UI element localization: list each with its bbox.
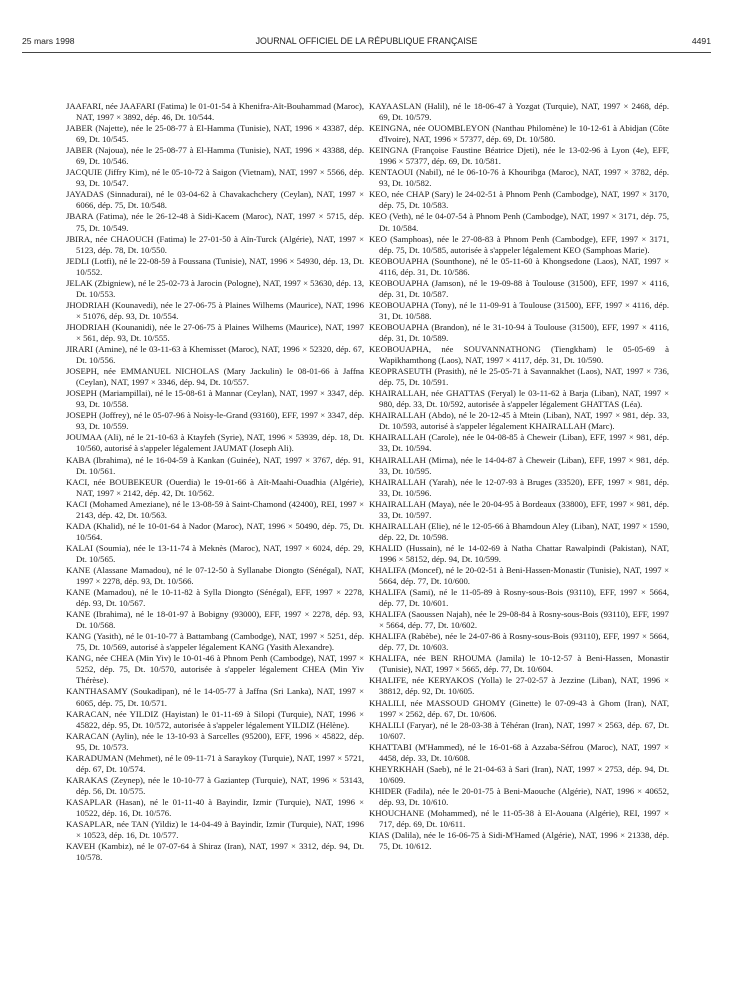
header-rule xyxy=(22,52,711,53)
naturalization-entry: KADA (Khalid), né le 10-01-64 à Nador (Maroc), NAT, 1996 × 50490, dép. 75, Dt. 10/564. xyxy=(66,520,364,542)
naturalization-entry: KEO (Veth), né le 04-07-54 à Phnom Penh (Cambodge), NAT, 1997 × 3171, dép. 75, Dt. 10/584. xyxy=(369,211,669,233)
naturalization-entry: KEOBOUAPHA (Brandon), né le 31-10-94 à Toulouse (31500), EFF, 1997 × 4116, dép. 31, Dt. 10/589. xyxy=(369,321,669,343)
naturalization-entry: KHIDER (Fadila), née le 20-01-75 à Beni-Maouche (Algérie), NAT, 1996 × 40652, dép. 93, Dt. 10/610. xyxy=(369,785,669,807)
naturalization-entry: KEOBOUAPHA (Tony), né le 11-09-91 à Toulouse (31500), EFF, 1997 × 4116, dép. 31, Dt. 10/588. xyxy=(369,299,669,321)
naturalization-entry: JAAFARI, née JAAFARI (Fatima) le 01-01-54 à Khenifra-Aït-Bouhammad (Maroc), NAT, 1997 × 3892, dép. 46, Dt. 10/544. xyxy=(66,101,364,123)
page-number: 4491 xyxy=(691,36,711,46)
naturalization-entry: KHAIRALLAH (Yarah), née le 12-07-93 à Bruges (33520), EFF, 1997 × 981, dép. 33, Dt. 10/596. xyxy=(369,476,669,498)
naturalization-entry: KANTHASAMY (Soukadipan), né le 14-05-77 à Jaffna (Sri Lanka), NAT, 1997 × 6065, dép. 75, Dt. 10/571. xyxy=(66,686,364,708)
naturalization-entry: KANE (Ibrahima), né le 18-01-97 à Bobigny (93000), EFF, 1997 × 2278, dép. 93, Dt. 10/568. xyxy=(66,609,364,631)
naturalization-entry: JELAK (Zbigniew), né le 25-02-73 à Jarocin (Pologne), NAT, 1997 × 53630, dép. 13, Dt. 10/553. xyxy=(66,277,364,299)
naturalization-entry: KACI, née BOUBEKEUR (Ouerdia) le 19-01-66 à Aït-Maahi-Ouadhia (Algérie), NAT, 1997 × 2142, dép. 42, Dt. 10/562. xyxy=(66,476,364,498)
naturalization-entry: KEO (Samphoas), née le 27-08-83 à Phnom Penh (Cambodge), EFF, 1997 × 3171, dép. 75, Dt. 10/585, autorisée à s'appeler légalement KEO (Samphoas Marie). xyxy=(369,233,669,255)
naturalization-entry: KHEYRKHAH (Saeb), né le 21-04-63 à Sari (Iran), NAT, 1997 × 2753, dép. 94, Dt. 10/609. xyxy=(369,763,669,785)
naturalization-entry: KASAPLAR, née TAN (Yildiz) le 14-04-49 à Bayindir, Izmir (Turquie), NAT, 1996 × 10523, dép. 16, Dt. 10/577. xyxy=(66,819,364,841)
naturalization-entry: KEINGNA (Françoise Faustine Béatrice Djeti), née le 13-02-96 à Lyon (4e), EFF, 1996 × 57377, dép. 69, Dt. 10/581. xyxy=(369,145,669,167)
naturalization-entry: KHAIRALLAH (Abdo), né le 20-12-45 à Mtein (Liban), NAT, 1997 × 981, dép. 33, Dt. 10/593, autorisé à s'appeler légalement KHAIRALLAH (Marc). xyxy=(369,410,669,432)
naturalization-entry: JOUMAA (Ali), né le 21-10-63 à Ktayfeh (Syrie), NAT, 1996 × 53939, dép. 18, Dt. 10/560, autorisé à s'appeler légalement JAUMAT (Joseph Ali). xyxy=(66,432,364,454)
naturalization-entry: KHALIFA (Sami), né le 11-05-89 à Rosny-sous-Bois (93110), EFF, 1997 × 5664, dép. 77, Dt. 10/601. xyxy=(369,587,669,609)
right-column xyxy=(369,101,669,852)
naturalization-entry: KHALILI, née MASSOUD GHOMY (Ginette) le 07-09-43 à Ghom (Iran), NAT, 1997 × 2562, dép. 67, Dt. 10/606. xyxy=(369,697,669,719)
naturalization-entry: KEO, née CHAP (Sary) le 24-02-51 à Phnom Penh (Cambodge), NAT, 1997 × 3170, dép. 75, Dt. 10/583. xyxy=(369,189,669,211)
naturalization-entry: KARADUMAN (Mehmet), né le 09-11-71 à Saraykoy (Turquie), NAT, 1997 × 5721, dép. 67, Dt. 10/574. xyxy=(66,752,364,774)
naturalization-entry: KARAKAS (Zeynep), née le 10-10-77 à Gaziantep (Turquie), NAT, 1996 × 53143, dép. 56, Dt. 10/575. xyxy=(66,774,364,796)
left-column xyxy=(66,101,364,863)
naturalization-entry: KIAS (Dalila), née le 16-06-75 à Sidi-M'Hamed (Algérie), NAT, 1996 × 21338, dép. 75, Dt. 10/612. xyxy=(369,830,669,852)
naturalization-entry: KHATTABI (M'Hammed), né le 16-01-68 à Azzaba-Séfrou (Maroc), NAT, 1997 × 4458, dép. 33, Dt. 10/608. xyxy=(369,741,669,763)
naturalization-entry: KANE (Mamadou), né le 10-11-82 à Sylla Diongto (Sénégal), EFF, 1997 × 2278, dép. 93, Dt. 10/567. xyxy=(66,587,364,609)
naturalization-entry: KENTAOUI (Nabil), né le 06-10-76 à Khouribga (Maroc), NAT, 1997 × 3782, dép. 93, Dt. 10/582. xyxy=(369,167,669,189)
naturalization-entry: KAYAASLAN (Halil), né le 18-06-47 à Yozgat (Turquie), NAT, 1997 × 2468, dép. 69, Dt. 10/579. xyxy=(369,101,669,123)
naturalization-entry: KEOBOUAPHA (Jamson), né le 19-09-88 à Toulouse (31500), EFF, 1997 × 4116, dép. 31, Dt. 10/587. xyxy=(369,277,669,299)
journal-title: JOURNAL OFFICIEL DE LA RÉPUBLIQUE FRANÇAISE xyxy=(255,36,478,46)
naturalization-entry: JEDLI (Lotfi), né le 22-08-59 à Foussana (Tunisie), NAT, 1996 × 54930, dép. 13, Dt. 10/552. xyxy=(66,255,364,277)
naturalization-entry: KHALIFA (Moncef), né le 20-02-51 à Beni-Hassen-Monastir (Tunisie), NAT, 1997 × 5664, dép. 77, Dt. 10/600. xyxy=(369,564,669,587)
naturalization-entry: JABER (Najette), née le 25-08-77 à El-Hamma (Tunisie), NAT, 1996 × 43387, dép. 69, Dt. 10/545. xyxy=(66,123,364,145)
naturalization-entry: JOSEPH, née EMMANUEL NICHOLAS (Mary Jackulin) le 08-01-66 à Jaffna (Ceylan), NAT, 1997 × 3346, dép. 94, Dt. 10/557. xyxy=(66,366,364,388)
naturalization-entry: JBARA (Fatima), née le 26-12-48 à Sidi-Kacem (Maroc), NAT, 1997 × 5715, dép. 75, Dt. 10/549. xyxy=(66,211,364,233)
naturalization-entry: JOSEPH (Joffrey), né le 05-07-96 à Noisy-le-Grand (93160), EFF, 1997 × 3347, dép. 93, Dt. 10/559. xyxy=(66,410,364,432)
naturalization-entry: KHALIFA, née BEN RHOUMA (Jamila) le 10-12-57 à Beni-Hassen, Monastir (Tunisie), NAT, 1997 × 5665, dép. 77, Dt. 10/604. xyxy=(369,653,669,675)
naturalization-entry: KHAIRALLAH (Maya), née le 20-04-95 à Bordeaux (33800), EFF, 1997 × 981, dép. 33, Dt. 10/597. xyxy=(369,498,669,520)
naturalization-entry: JOSEPH (Mariampillai), né le 15-08-61 à Mannar (Ceylan), NAT, 1997 × 3347, dép. 93, Dt. 10/558. xyxy=(66,388,364,410)
naturalization-entry: JHODRIAH (Kounavedi), née le 27-06-75 à Plaines Wilhems (Maurice), NAT, 1996 × 51076, dép. 93, Dt. 10/554. xyxy=(66,299,364,321)
naturalization-entry: KEOPRASEUTH (Prasith), né le 25-05-71 à Savannakhet (Laos), NAT, 1997 × 736, dép. 75, Dt. 10/591. xyxy=(369,366,669,388)
naturalization-entry: KARACAN (Aylin), née le 13-10-93 à Sarcelles (95200), EFF, 1996 × 45822, dép. 95, Dt. 10/573. xyxy=(66,730,364,752)
naturalization-entry: KHAIRALLAH (Mirna), née le 14-04-87 à Cheweir (Liban), EFF, 1997 × 981, dép. 33, Dt. 10/595. xyxy=(369,454,669,476)
naturalization-entry: JBIRA, née CHAOUCH (Fatima) le 27-01-50 à Aïn-Turck (Algérie), NAT, 1997 × 5123, dép. 78, Dt. 10/550. xyxy=(66,233,364,255)
naturalization-entry: KHALILI (Faryar), né le 28-03-38 à Téhéran (Iran), NAT, 1997 × 2563, dép. 67, Dt. 10/607. xyxy=(369,719,669,741)
naturalization-entry: KHAIRALLAH, née GHATTAS (Feryal) le 03-11-62 à Barja (Liban), NAT, 1997 × 980, dép. 33, Dt. 10/592, autorisée à s'appeler légalement GHATTAS (Léa). xyxy=(369,388,669,410)
naturalization-entry: KHALID (Hussain), né le 14-02-69 à Natha Chattar Rawalpindi (Pakistan), NAT, 1996 × 58152, dép. 94, Dt. 10/599. xyxy=(369,542,669,564)
naturalization-entry: KALAI (Soumia), née le 13-11-74 à Meknès (Maroc), NAT, 1997 × 6024, dép. 29, Dt. 10/565. xyxy=(66,542,364,564)
naturalization-entry: KEOBOUAPHA, née SOUVANNATHONG (Tiengkham) le 05-05-69 à Wapikhamthong (Laos), NAT, 1997 × 4117, dép. 31, Dt. 10/590. xyxy=(369,344,669,366)
naturalization-entry: KACI (Mohamed Ameziane), né le 13-08-59 à Saint-Chamond (42400), REI, 1997 × 2143, dép. 42, Dt. 10/563. xyxy=(66,498,364,520)
naturalization-entry: KAVEH (Kambiz), né le 07-07-64 à Shiraz (Iran), NAT, 1997 × 3312, dép. 94, Dt. 10/578. xyxy=(66,841,364,863)
naturalization-entry: KEINGNA, née OUOMBLEYON (Nanthau Philomène) le 10-12-61 à Abidjan (Côte d'Ivoire), NAT, 1996 × 57377, dép. 69, Dt. 10/580. xyxy=(369,123,669,145)
page-header xyxy=(22,36,711,50)
naturalization-entry: KEOBOUAPHA (Sounthone), né le 05-11-60 à Khongsedone (Laos), NAT, 1997 × 4116, dép. 31, Dt. 10/586. xyxy=(369,255,669,277)
naturalization-entry: JIRARI (Amine), né le 03-11-63 à Khemisset (Maroc), NAT, 1996 × 52320, dép. 67, Dt. 10/556. xyxy=(66,344,364,366)
naturalization-entry: KABA (Ibrahima), né le 16-04-59 à Kankan (Guinée), NAT, 1997 × 3767, dép. 91, Dt. 10/561. xyxy=(66,454,364,476)
naturalization-entry: KASAPLAR (Hasan), né le 01-11-40 à Bayindir, Izmir (Turquie), NAT, 1996 × 10522, dép. 16, Dt. 10/576. xyxy=(66,796,364,818)
naturalization-entry: KANG, née CHEA (Min Yiv) le 10-01-46 à Phnom Penh (Cambodge), NAT, 1997 × 5252, dép. 75, Dt. 10/570, autorisée à s'appeler légalement CHEA (Min Yiv Thérèse). xyxy=(66,653,364,686)
naturalization-entry: KHAIRALLAH (Carole), née le 04-08-85 à Cheweir (Liban), EFF, 1997 × 981, dép. 33, Dt. 10/594. xyxy=(369,432,669,454)
naturalization-entry: KARACAN, née YILDIZ (Hayistan) le 01-11-69 à Silopi (Turquie), NAT, 1996 × 45822, dép. 95, Dt. 10/572, autorisée à s'appeler légalement YILDIZ (Hélène). xyxy=(66,708,364,730)
naturalization-entry: KHALIFA (Rabèbe), née le 24-07-86 à Rosny-sous-Bois (93110), EFF, 1997 × 5664, dép. 77, Dt. 10/603. xyxy=(369,631,669,653)
naturalization-entry: JACQUIE (Jiffry Kim), né le 05-10-72 à Saigon (Vietnam), NAT, 1997 × 5566, dép. 93, Dt. 10/547. xyxy=(66,167,364,189)
naturalization-entry: JABER (Najoua), née le 25-08-77 à El-Hamma (Tunisie), NAT, 1996 × 43388, dép. 69, Dt. 10/546. xyxy=(66,145,364,167)
naturalization-entry: KHALIFA (Saoussen Najah), née le 29-08-84 à Rosny-sous-Bois (93110), EFF, 1997 × 5664, dép. 77, Dt. 10/602. xyxy=(369,609,669,631)
issue-date: 25 mars 1998 xyxy=(22,36,75,46)
naturalization-entry: KHAIRALLAH (Elie), né le 12-05-66 à Bhamdoun Aley (Liban), NAT, 1997 × 1590, dép. 22, Dt. 10/598. xyxy=(369,520,669,542)
naturalization-entry: KHALIFE, née KERYAKOS (Yolla) le 27-02-57 à Jezzine (Liban), NAT, 1996 × 38812, dép. 92, Dt. 10/605. xyxy=(369,675,669,697)
naturalization-entry: KHOUCHANE (Mohammed), né le 11-05-38 à El-Aouana (Algérie), REI, 1997 × 717, dép. 69, Dt. 10/611. xyxy=(369,808,669,830)
naturalization-entry: JAYADAS (Sinnadurai), né le 03-04-62 à Chavakachchery (Ceylan), NAT, 1997 × 6066, dép. 75, Dt. 10/548. xyxy=(66,189,364,211)
naturalization-entry: KANG (Yasith), né le 01-10-77 à Battambang (Cambodge), NAT, 1997 × 5251, dép. 75, Dt. 10/569, autorisé à s'appeler légalement KANG (Yasith Alexandre). xyxy=(66,631,364,653)
naturalization-entry: KANE (Alassane Mamadou), né le 07-12-50 à Syllanabe Diongto (Sénégal), NAT, 1997 × 2278, dép. 93, Dt. 10/566. xyxy=(66,564,364,587)
naturalization-entry: JHODRIAH (Kounanidi), née le 27-06-75 à Plaines Wilhems (Maurice), NAT, 1997 × 561, dép. 93, Dt. 10/555. xyxy=(66,321,364,343)
